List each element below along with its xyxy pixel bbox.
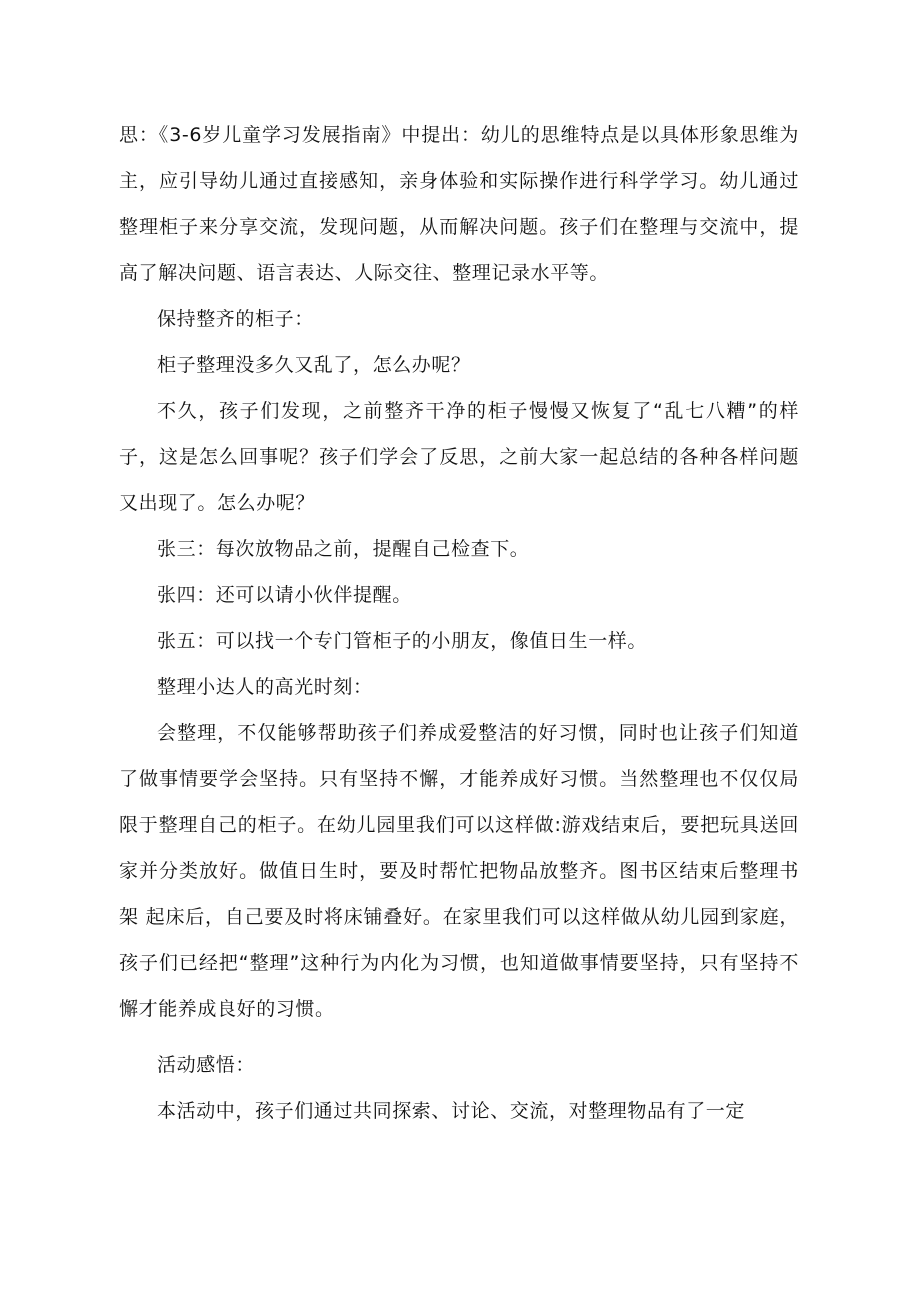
paragraph-organize-habit: 会整理，不仅能够帮助孩子们养成爱整洁的好习惯，同时也让孩子们知道了做事情要学会坚持。只有坚持不懈，才能养成好习惯。当然整理也不仅仅局限于整理自己的柜子。在幼儿园里我们可以这样做:游戏结束后，要把玩具送回家并分类放好。做值日生时，要及时帮忙把物品放整齐。图书区结束后整理书架 起床后，自己要及时将床铺叠好。在家里我们可以这样做从幼儿园到家庭，孩子们已经把“整理”这种行为内化为习惯，也知道做事情要坚持，只有坚持不懈才能养成良好的习惯。 <box>119 722 799 1020</box>
heading-keep-tidy-cabinet: 保持整齐的柜子： <box>157 308 314 330</box>
paragraph-discovery: 不久，孩子们发现，之前整齐干净的柜子慢慢又恢复了“乱七八糟”的样子，这是怎么回事呢？孩子们学会了反思，之前大家一起总结的各种各样问题又出现了。怎么办呢？ <box>119 400 799 514</box>
heading-highlight-moment: 整理小达人的高光时刻： <box>157 676 373 698</box>
paragraph-activity-summary: 本活动中，孩子们通过共同探索、讨论、交流，对整理物品有了一定 <box>157 1100 746 1122</box>
paragraph-reflection: 思：《3-6岁儿童学习发展指南》中提出：幼儿的思维特点是以具体形象思维为主，应引导幼儿通过直接感知，亲身体验和实际操作进行科学学习。幼儿通过整理柜子来分享交流，发现问题，从而解决问题。孩子们在整理与交流中，提高了解决问题、语言表达、人际交往、整理记录水平等。 <box>119 124 799 284</box>
paragraph-question: 柜子整理没多久又乱了，怎么办呢？ <box>157 354 471 376</box>
paragraph-zhangwu: 张五：可以找一个专门管柜子的小朋友，像值日生一样。 <box>157 630 648 652</box>
document-body <box>119 112 799 1134</box>
paragraph-zhangsi: 张四：还可以请小伙伴提醒。 <box>157 584 412 606</box>
heading-activity-reflection: 活动感悟： <box>157 1054 256 1076</box>
paragraph-zhangsan: 张三：每次放物品之前，提醒自己检查下。 <box>157 538 530 560</box>
